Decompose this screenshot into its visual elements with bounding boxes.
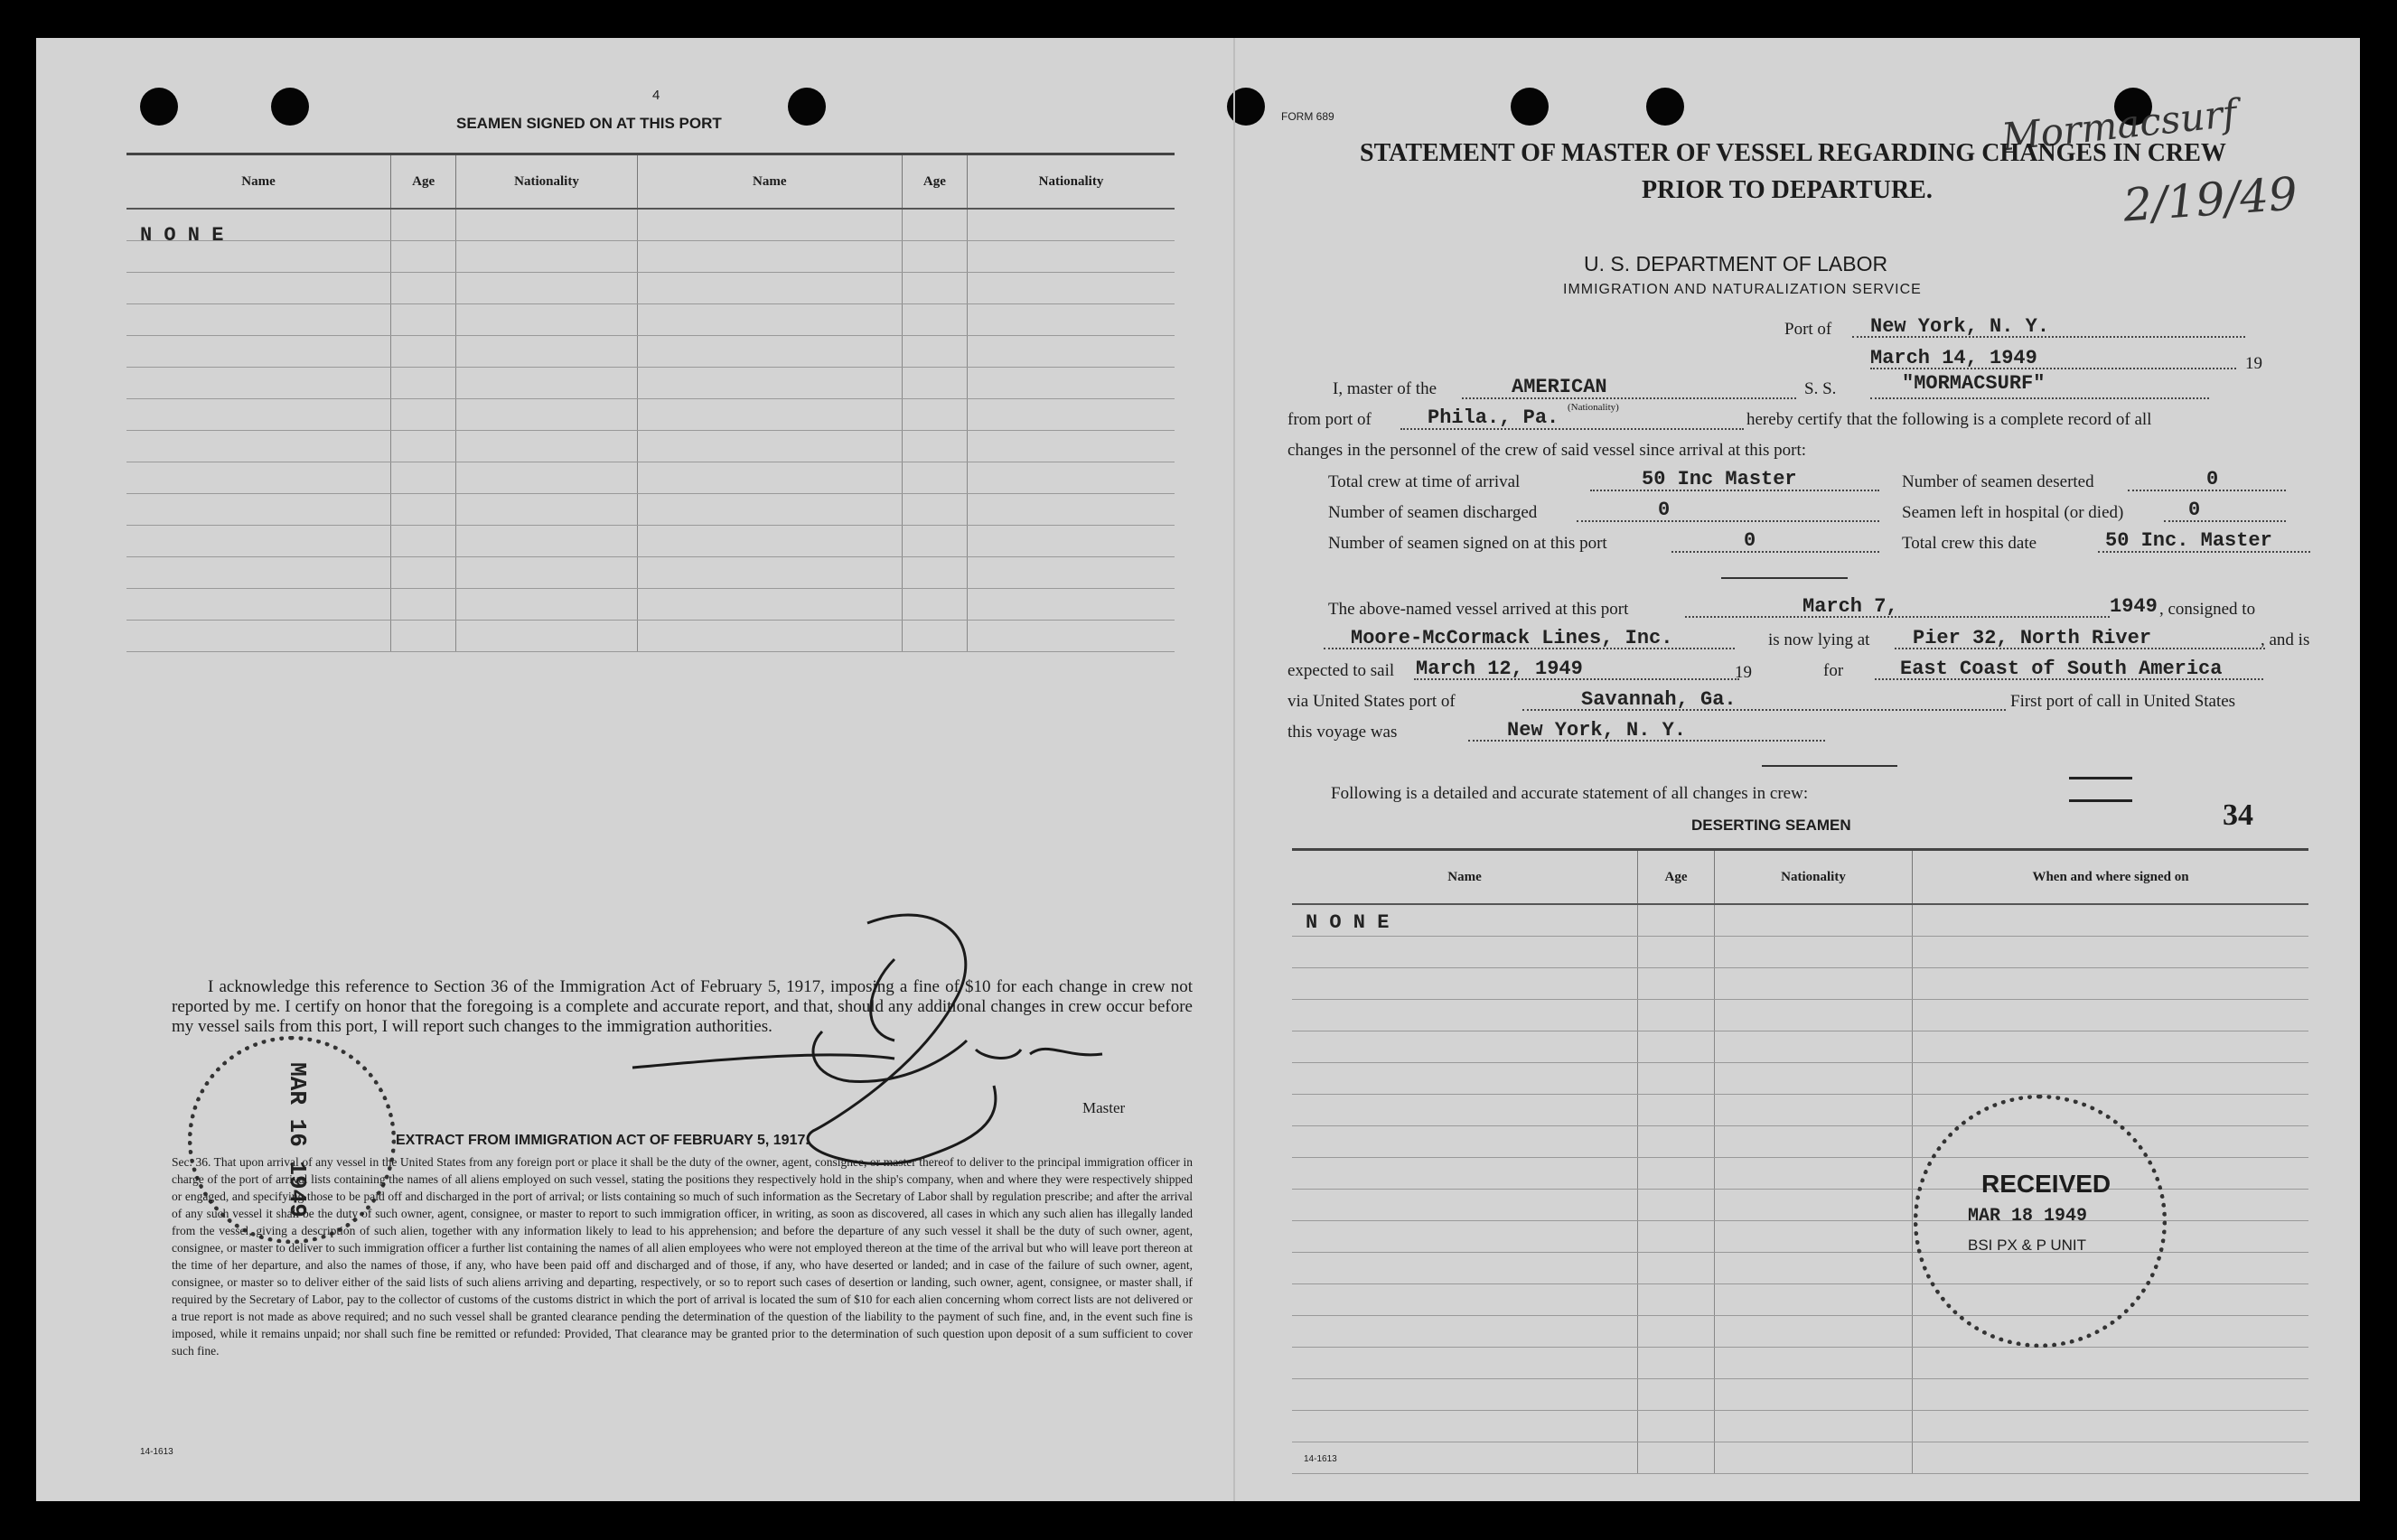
table-cell [1638,1063,1715,1095]
section-divider [1721,577,1848,579]
hospital-value: 0 [2188,499,2201,521]
extract-title: EXTRACT FROM IMMIGRATION ACT OF FEBRUARY 5, 1917. [396,1133,810,1148]
table-row [1292,1000,2308,1031]
table-cell [1638,1095,1715,1126]
table-cell [637,273,902,304]
consigned-label: , consigned to [2159,600,2256,619]
table-cell [902,431,967,462]
total-crew-date-label: Total crew this date [1902,534,2037,553]
table-cell [391,273,456,304]
table-cell [902,368,967,399]
column-header-age: Age [902,154,967,210]
table-cell [456,304,638,336]
table-cell [1715,937,1913,968]
from-port-value: Phila., Pa. [1428,406,1559,429]
table-cell [391,589,456,621]
nationality-note: (Nationality) [1568,402,1619,413]
table-cell [967,589,1175,621]
table-cell [1913,1000,2309,1031]
table-cell [637,368,902,399]
table-cell [456,368,638,399]
table-cell [1638,1158,1715,1190]
table-cell [1715,1284,1913,1316]
stamp-date: MAR 16 1949 [283,1062,311,1218]
table-cell [967,621,1175,652]
crew-number: 34 [2223,798,2253,832]
table-cell [391,621,456,652]
table-cell [1715,1095,1913,1126]
column-header-nationality: Nationality [1715,850,1913,905]
table-cell [126,399,391,431]
table-row [1292,1031,2308,1063]
table-cell [637,589,902,621]
table-cell [1292,1221,1638,1253]
certify-text: hereby certify that the following is a complete record of all [1746,410,2152,429]
table-row [1292,1284,2308,1316]
voyage-label: this voyage was [1287,723,1398,742]
table-cell [967,557,1175,589]
table-cell [391,557,456,589]
table-cell [637,399,902,431]
table-row [126,368,1175,399]
punch-hole [271,88,309,126]
table-cell [637,494,902,526]
table-cell [1292,1126,1638,1158]
nationality-value: AMERICAN [1512,376,1607,398]
table-cell [1292,1158,1638,1190]
table-cell [1292,1063,1638,1095]
table-cell [126,368,391,399]
table-row [1292,968,2308,1000]
stamp-date: MAR 18 1949 [1968,1206,2088,1227]
form-number: FORM 689 [1281,110,1334,123]
table-cell [126,526,391,557]
table-row [1292,1316,2308,1348]
table-cell [391,241,456,273]
table-cell [1292,1316,1638,1348]
table-cell [456,494,638,526]
table-cell [391,304,456,336]
changes-text: changes in the personnel of the crew of said vessel since arrival at this port: [1287,441,1807,460]
table-row [1292,1095,2308,1126]
table-cell [902,462,967,494]
table-cell [637,241,902,273]
column-header-age: Age [391,154,456,210]
table-row [126,209,1175,241]
table-cell [1913,937,2309,968]
first-port-label: First port of call in United States [2010,692,2236,711]
table-cell [1638,1253,1715,1284]
table-cell [391,209,456,241]
table-row [1292,904,2308,937]
table-row [1292,1379,2308,1411]
table-cell [1292,1348,1638,1379]
table-cell [391,462,456,494]
table-cell [902,621,967,652]
table-cell [1715,1126,1913,1158]
table-cell [1913,1063,2309,1095]
handwritten-date: 2/19/49 [2121,167,2299,232]
arrived-year: 1949 [2110,595,2158,618]
table-row [126,336,1175,368]
via-value: Savannah, Ga. [1581,688,1737,711]
consignee-value: Moore-McCormack Lines, Inc. [1351,627,1673,649]
table-cell [391,399,456,431]
punch-hole [788,88,826,126]
table-cell [1638,1379,1715,1411]
table-cell [1715,1316,1913,1348]
extract-text: Sec. 36. That upon arrival of any vessel in the United States from any foreign port or place it shall be the duty of the owner, agent, consignee, or master thereof to deliver to the principal immigration officer in charge of the port of arrival lists containing the names of all aliens employed on such vessel, stating the positions they respectively hold in the ship's company, when and where they were respectively shipped or engaged, and specifying those to be paid off and discharged in the port of arrival; or lists containing so much of such information as the Secretary of Labor shall by regulation prescribe; and after the arrival of any such vessel it shall be the duty of such owner, agent, consignee, or master to report to such immigration officer, in writing, as soon as discovered, all cases in which any such alien has illegally landed from the vessel, giving a description of such alien, together with any information likely to lead to his apprehension; and before the departure of any such vessel it shall be the duty of such owner, agent, consignee, or master to deliver to such immigration officer a further list containing the names of all alien employees who were not employed thereon at the time of the arrival but who will leave port thereon at the time of her departure, and also the names of those, if any, who have been paid off and discharged and of those, if any, who have deserted or landed; and in case of the failure of such owner, agent, consignee, or master so to deliver either of the said lists of such aliens arriving and departing, respectively, or so to report such cases of desertion or landing, such owner, agent, consignee, or master shall, if required by the Secretary of Labor, pay to the collector of customs of the customs district in which the port of arrival is located the sum of $10 for each alien concerning whom correct lists are not delivered or a true report is not made as above required; and no such vessel shall be granted clearance pending the determination of the question of the liability to the payment of such fine, and, in the event such fine is imposed, while it remains unpaid; nor shall such fine be remitted or refunded: Provided, That clearance may be granted prior to the determination of such question upon deposit of a sum sufficient to cover such fine. [172,1155,1193,1358]
via-label: via United States port of [1287,692,1456,711]
table-cell [902,399,967,431]
sail-label: expected to sail [1287,661,1395,680]
table-cell [1638,1126,1715,1158]
table-cell [902,494,967,526]
table-cell [1292,1000,1638,1031]
punch-hole [1646,88,1684,126]
date-year-suffix: 19 [2245,354,2262,373]
table-cell [637,557,902,589]
acknowledgement-text: I acknowledge this reference to Section 36 of the Immigration Act of February 5, 1917, imposing a fine of $10 for each change in crew not reported by me. I certify on honor that the foregoing is a complete and accurate report, and that, should any additional changes in crew occur before my vessel sails from this port, I will report such changes to the immigration authorities. [172,977,1193,1036]
handwritten-ship-name: Mormacsurf [1999,90,2239,160]
table-cell [1715,1379,1913,1411]
table-cell [1638,1190,1715,1221]
column-header-nationality: Nationality [967,154,1175,210]
table-cell [967,526,1175,557]
hospital-line [2164,520,2286,522]
ship-name-line [1870,397,2209,399]
form-title-line-1: STATEMENT OF MASTER OF VESSEL REGARDING CHANGES IN CREW [1360,139,2226,167]
table-cell [1715,1158,1913,1190]
none-entry: N O N E [1306,911,1390,934]
table-cell [902,589,967,621]
arrived-value: March 7, [1802,595,1898,618]
table-cell [1913,1442,2309,1474]
table-cell [456,526,638,557]
none-entry: N O N E [140,224,224,247]
page-fold [1233,38,1235,1501]
table-cell [1292,1031,1638,1063]
table-row [1292,1411,2308,1442]
table-cell [1913,1411,2309,1442]
table-cell [126,557,391,589]
table-cell [1638,1316,1715,1348]
table-row [126,462,1175,494]
stamp-unit: BSI PX & P UNIT [1968,1237,2087,1254]
table-cell [1715,1221,1913,1253]
punch-hole [140,88,178,126]
table-cell [456,557,638,589]
table-cell [126,304,391,336]
table-cell [1715,1253,1913,1284]
table-cell [1715,1411,1913,1442]
deserting-seamen-table [1292,848,2308,1474]
table-cell [1715,1190,1913,1221]
from-port-label: from port of [1287,410,1372,429]
table-cell [637,431,902,462]
total-crew-arrival-value: 50 Inc Master [1642,468,1797,490]
received-stamp [1914,1095,2167,1348]
port-label: Port of [1784,320,1832,339]
table-cell [967,273,1175,304]
table-cell [637,621,902,652]
table-cell [637,209,902,241]
table-cell [967,241,1175,273]
table-cell [1638,1031,1715,1063]
table-cell [967,304,1175,336]
discharged-label: Number of seamen discharged [1328,503,1538,522]
arrived-label: The above-named vessel arrived at this port [1328,600,1629,619]
table-row [126,526,1175,557]
table-cell [456,462,638,494]
pier-value: Pier 32, North River [1913,627,2152,649]
signed-on-label: Number of seamen signed on at this port [1328,534,1607,553]
table-cell [1913,904,2309,937]
table-cell [1913,1031,2309,1063]
lying-label: is now lying at [1768,630,1870,649]
table-row [126,399,1175,431]
table-cell [456,621,638,652]
table-row [1292,1063,2308,1095]
column-header-age: Age [1638,850,1715,905]
table-row [1292,1442,2308,1474]
seamen-signed-on-table [126,153,1175,652]
table-row [126,557,1175,589]
table-cell [902,557,967,589]
table-row [126,621,1175,652]
department-name: U. S. DEPARTMENT OF LABOR [1584,252,1888,275]
table-cell [967,399,1175,431]
table-cell [1715,1348,1913,1379]
right-footer-code: 14-1613 [1304,1454,1337,1464]
table-cell [456,431,638,462]
total-crew-arrival-label: Total crew at time of arrival [1328,472,1521,491]
table-cell [1715,1063,1913,1095]
table-cell [1292,937,1638,968]
table-cell [1638,968,1715,1000]
table-cell [1292,1095,1638,1126]
table-cell [1715,904,1913,937]
deserting-title: DESERTING SEAMEN [1691,817,1851,834]
table-row [126,304,1175,336]
page-number: 4 [652,88,660,103]
ss-label: S. S. [1804,379,1837,398]
destination-value: East Coast of South America [1900,658,2223,680]
table-cell [967,209,1175,241]
table-cell [1292,968,1638,1000]
left-page-title: SEAMEN SIGNED ON AT THIS PORT [456,115,722,132]
table-cell [902,304,967,336]
discharged-value: 0 [1658,499,1671,521]
column-header-name: Name [1292,850,1638,905]
table-cell [967,431,1175,462]
struck-out-mark [2069,777,2132,802]
table-cell [902,209,967,241]
column-header-name: Name [126,154,391,210]
signed-on-line [1671,551,1879,553]
table-cell [1638,1411,1715,1442]
table-row [126,589,1175,621]
table-cell [637,304,902,336]
table-cell [902,336,967,368]
column-header-name: Name [637,154,902,210]
table-cell [902,273,967,304]
section-divider [1762,765,1897,767]
left-footer-code: 14-1613 [140,1447,173,1457]
discharged-line [1577,520,1879,522]
table-cell [1292,1442,1638,1474]
table-cell [902,526,967,557]
table-header-row [126,154,1175,210]
table-cell [1292,1411,1638,1442]
table-cell [1715,1000,1913,1031]
table-cell [1638,937,1715,968]
table-cell [391,494,456,526]
total-crew-date-value: 50 Inc. Master [2105,529,2272,552]
voyage-value: New York, N. Y. [1507,719,1687,742]
table-cell [1638,1000,1715,1031]
column-header-signed-on: When and where signed on [1913,850,2309,905]
deserted-value: 0 [2206,468,2219,490]
table-cell [456,336,638,368]
table-cell [126,462,391,494]
form-title-line-2: PRIOR TO DEPARTURE. [1642,176,1933,204]
table-cell [456,589,638,621]
table-cell [391,368,456,399]
table-cell [967,494,1175,526]
table-cell [967,462,1175,494]
port-value: New York, N. Y. [1870,315,2050,338]
table-cell [1292,1190,1638,1221]
sail-value: March 12, 1949 [1416,658,1583,680]
signature-role-label: Master [1082,1099,1126,1116]
table-cell [637,526,902,557]
table-cell [391,526,456,557]
hospital-label: Seamen left in hospital (or died) [1902,503,2124,522]
table-row [1292,937,2308,968]
table-cell [902,241,967,273]
table-cell [1913,968,2309,1000]
table-cell [1292,1253,1638,1284]
table-cell [1715,1031,1913,1063]
stamp-received-text: RECEIVED [1981,1170,2111,1198]
table-cell [126,494,391,526]
table-cell [456,399,638,431]
table-cell [1638,1221,1715,1253]
table-row [126,273,1175,304]
table-cell [456,209,638,241]
table-row [126,494,1175,526]
deserted-label: Number of seamen deserted [1902,472,2094,491]
date-value: March 14, 1949 [1870,347,2037,369]
table-cell [126,621,391,652]
table-cell [391,336,456,368]
signed-on-value: 0 [1744,529,1756,552]
table-cell [967,368,1175,399]
table-cell [1638,1348,1715,1379]
table-cell [1638,1442,1715,1474]
document-sheet [36,38,2360,1501]
table-cell [126,273,391,304]
table-cell [126,589,391,621]
table-cell [1292,1379,1638,1411]
table-cell [391,431,456,462]
table-row [126,431,1175,462]
table-cell [456,273,638,304]
table-cell [967,336,1175,368]
table-cell [126,431,391,462]
table-cell [1292,1284,1638,1316]
sail-year-suffix: 19 [1735,663,1752,682]
following-text: Following is a detailed and accurate statement of all changes in crew: [1331,784,1809,803]
and-is-label: , and is [2261,630,2310,649]
punch-hole [1511,88,1549,126]
table-cell [1638,1284,1715,1316]
table-cell [1638,904,1715,937]
table-cell [126,336,391,368]
table-cell [637,336,902,368]
master-label: I, master of the [1333,379,1437,398]
table-cell [1913,1348,2309,1379]
ship-name-value: "MORMACSURF" [1902,372,2046,395]
table-cell [1913,1379,2309,1411]
table-cell [456,241,638,273]
table-cell [637,462,902,494]
for-label: for [1823,661,1844,680]
table-row [1292,1126,2308,1158]
column-header-nationality: Nationality [456,154,638,210]
table-cell [1715,968,1913,1000]
table-row [1292,1348,2308,1379]
table-cell [1715,1442,1913,1474]
service-name: IMMIGRATION AND NATURALIZATION SERVICE [1563,282,1922,297]
table-header-row [1292,850,2308,905]
table-row [126,241,1175,273]
